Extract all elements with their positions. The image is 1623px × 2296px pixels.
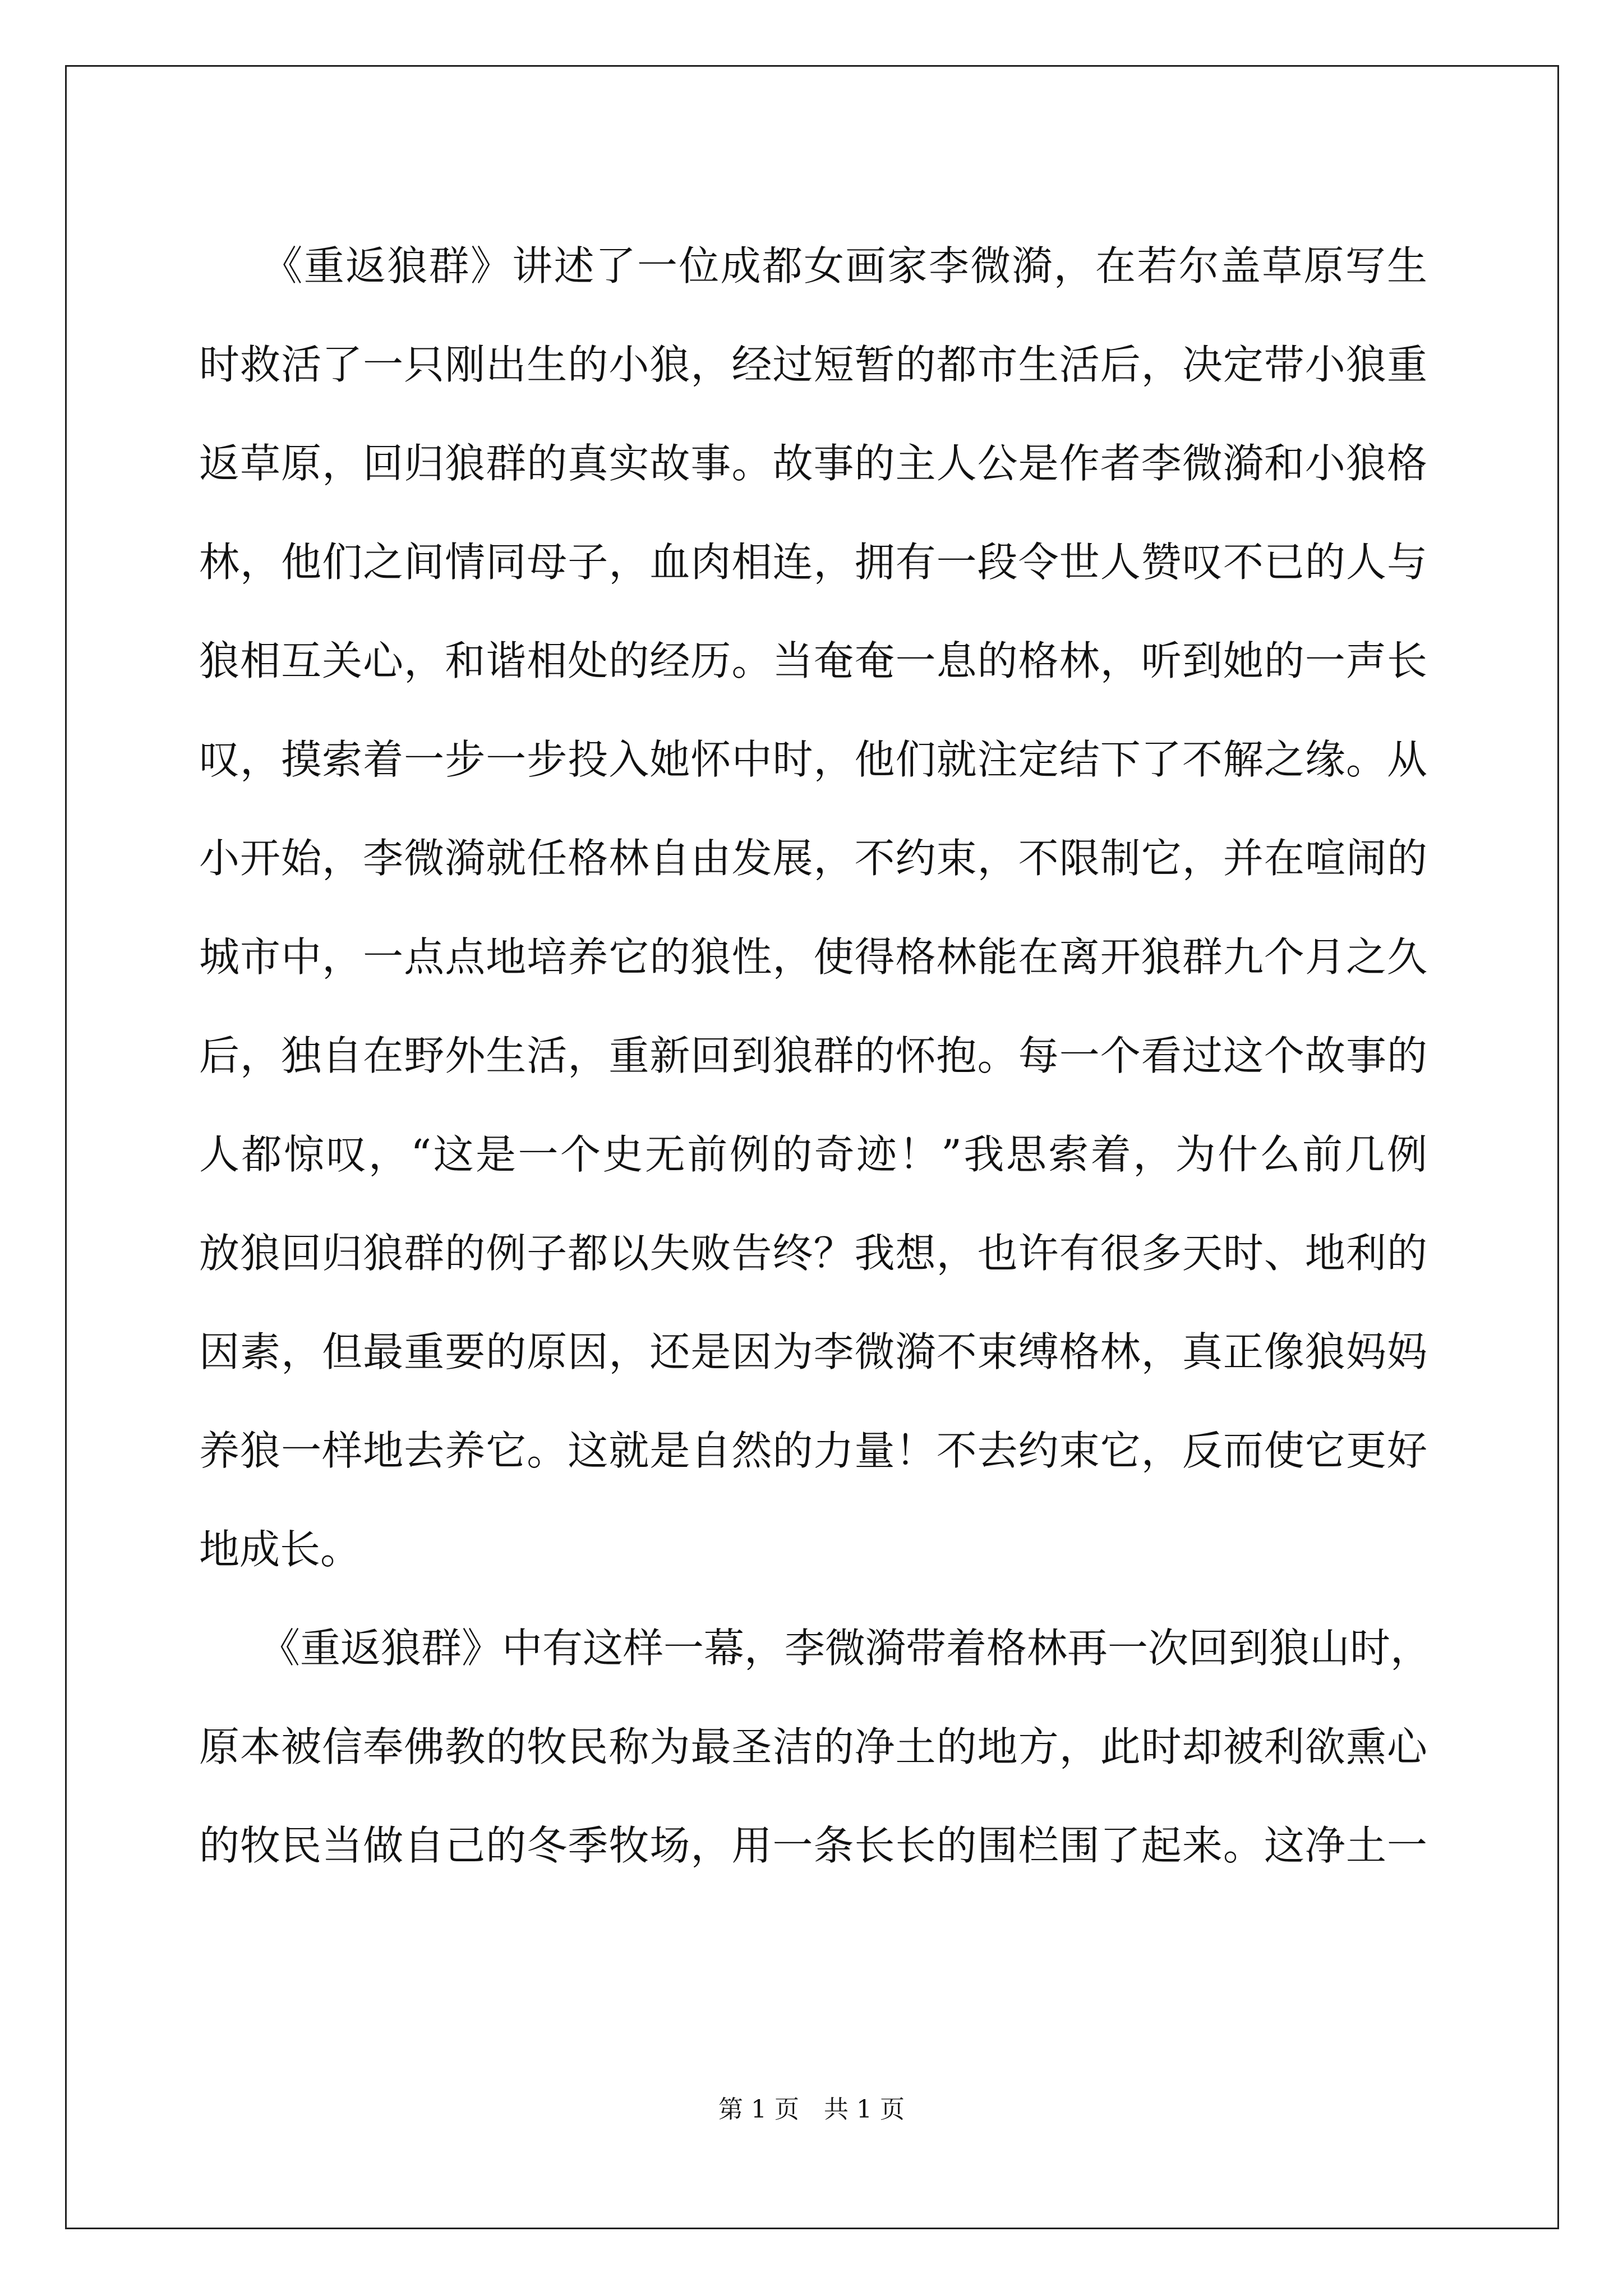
paragraph-line: 后，独自在野外生活，重新回到狼群的怀抱。每一个看过这个故事的: [199, 1032, 1427, 1079]
paragraph-line: 《重返狼群》中有这样一幕，李微漪带着格林再一次回到狼山时，: [199, 1625, 1431, 1672]
paragraph-line: 放狼回归狼群的例子都以失败告终？我想，也许有很多天时、地利的: [199, 1230, 1427, 1277]
paragraph-line: 因素，但最重要的原因，还是因为李微漪不束缚格林，真正像狼妈妈: [199, 1328, 1427, 1375]
document-body: [199, 217, 1431, 1895]
page-number: 第 1 页 共 1 页: [718, 2095, 905, 2124]
paragraph-line: 人都惊叹，“这是一个史无前例的奇迹！”我思索着，为什么前几例: [199, 1131, 1427, 1178]
paragraph-line: 养狼一样地去养它。这就是自然的力量！不去约束它，反而使它更好: [199, 1427, 1427, 1474]
paragraph-line: 地成长。: [199, 1526, 361, 1573]
paragraph-line: 返草原，回归狼群的真实故事。故事的主人公是作者李微漪和小狼格: [199, 440, 1427, 487]
paragraph-line: 叹，摸索着一步一步投入她怀中时，他们就注定结下了不解之缘。从: [199, 736, 1427, 783]
paragraph-line: 时救活了一只刚出生的小狼，经过短暂的都市生活后，决定带小狼重: [199, 341, 1427, 388]
paragraph-line: 小开始，李微漪就任格林自由发展，不约束，不限制它，并在喧闹的: [199, 835, 1427, 882]
paragraph-line: 原本被信奉佛教的牧民称为最圣洁的净土的地方，此时却被利欲熏心: [199, 1723, 1427, 1770]
paragraph-line: 《重返狼群》讲述了一位成都女画家李微漪，在若尔盖草原写生: [199, 242, 1427, 289]
paragraph-line: 城市中，一点点地培养它的狼性，使得格林能在离开狼群九个月之久: [199, 933, 1427, 981]
paragraph-line: 林，他们之间情同母子，血肉相连，拥有一段令世人赞叹不已的人与: [199, 539, 1427, 586]
paragraph-line: 的牧民当做自己的冬季牧场，用一条长长的围栏围了起来。这净土一: [199, 1822, 1427, 1869]
paragraph-line: 狼相互关心，和谐相处的经历。当奄奄一息的格林，听到她的一声长: [199, 637, 1427, 684]
